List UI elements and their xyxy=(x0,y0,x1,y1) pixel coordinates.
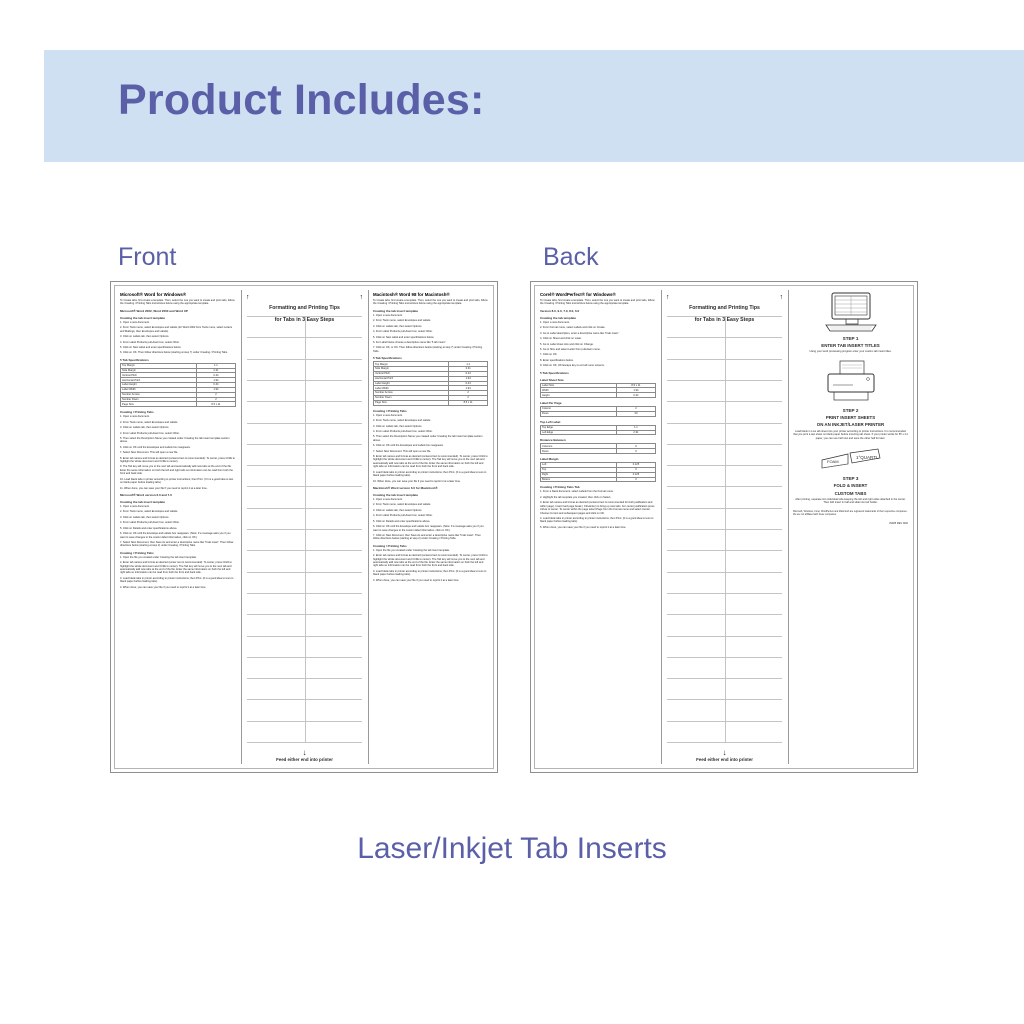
spec-label: Horizontal Pitch xyxy=(374,376,449,381)
front-left-section1-title: Microsoft® Word 2002, Word 2000 and Word XP xyxy=(120,308,188,313)
instruction-step: 3. Click on Labels tab, then select Options. xyxy=(373,424,423,428)
spec-label: Top Edge xyxy=(541,425,617,430)
spec-table xyxy=(540,406,656,417)
tab-line xyxy=(247,614,362,615)
instruction-step: 4. From Label Products pull-down box, select Other. xyxy=(373,330,433,334)
spec-label: Width xyxy=(541,388,617,393)
back-center-arrows xyxy=(666,294,783,301)
instruction-step: 9. Click on OK, OK Escape key to exit all menu screens. xyxy=(540,364,605,368)
instruction-step: 3. Click on Labels tab, then select Options. xyxy=(120,426,170,430)
instruction-step: 5. Then select the Description Name you created under Creating the tab insert template section above. xyxy=(120,436,230,444)
instruction-step: 7. Click on OK. xyxy=(540,353,558,357)
instruction-step: 7. Select New Document, then Save As and enter a descriptive name like '5 tab insert'. Then follow directions below (starting at step 2) under Creating / Printing Tabs. xyxy=(120,540,234,548)
back-left-section2-sub: Creating / Printing Tabs Tab xyxy=(540,485,580,490)
front-feed-note xyxy=(241,749,368,762)
instruction-step: 10. Load blank tabs in printer according to printer instructions; then Print. (If it is a good idea to test on blank paper before loading tabs). xyxy=(120,477,234,485)
instruction-step: 1. Open a new document. xyxy=(120,415,150,419)
instruction-step: 2. From Tools menu, select Envelopes and Labels. xyxy=(373,419,432,423)
spec-label: Top xyxy=(541,467,617,472)
tab-line xyxy=(667,529,782,530)
front-left-steps1 xyxy=(120,321,236,355)
instruction-step: 1. Open a new document. xyxy=(373,498,403,501)
spec-value: 1.94 xyxy=(449,386,488,391)
instruction-step: 4. From Label Products pull-down box, select Other. xyxy=(120,340,180,344)
tab-line xyxy=(667,401,782,402)
back-left-intro: To Create tabs, first create a template. Then, select the one you want to create and print tabs, follow the Creating / Printing Tabs instructions below using the appropriate template. xyxy=(540,299,655,306)
tab-line xyxy=(667,678,782,679)
tab-line xyxy=(247,465,362,466)
spec-label: Left Edge xyxy=(541,430,617,435)
printer-illustration xyxy=(820,360,882,404)
front-left-section4-sub: Creating / Printing Tabs xyxy=(120,550,154,555)
spec-value: 0.44 xyxy=(449,371,488,376)
spec-row xyxy=(541,430,656,435)
instruction-step: 5. Click on Details and enter specifications above. xyxy=(120,526,178,530)
spec-label: Left xyxy=(541,463,617,468)
spec-row xyxy=(541,477,656,482)
spec-value: 1.1 xyxy=(196,363,235,368)
tab-line xyxy=(247,401,362,402)
tab-line xyxy=(667,465,782,466)
spec-label: Vertical Pitch xyxy=(374,371,449,376)
instruction-step: 4. From Label Products pull-down box, select Other. xyxy=(373,514,433,518)
tab-line xyxy=(247,337,362,338)
back-center-title-1: Formatting and Printing Tips xyxy=(689,305,760,311)
spec-value: 2 xyxy=(449,396,488,401)
back-step2-title-1: PRINT INSERT SHEETS xyxy=(825,414,876,420)
instruction-step: 2. From Tools menu, select Envelopes and Labels. xyxy=(120,510,179,514)
front-left-section3-sub: Creating the tab insert template xyxy=(120,500,166,504)
spec-value: 8.5 x 11 xyxy=(196,402,235,407)
instruction-step: 6. Click on OK until the Envelope and Labels box reappears. (Note: If a message asks you if you want to save changes to the custom label information, click on OK.) xyxy=(120,532,231,539)
spec-value: 0.44 xyxy=(616,393,655,398)
tab-line xyxy=(247,657,362,658)
back-center-title-2: for Tabs in 3 Easy Steps xyxy=(694,316,755,323)
instruction-step: 2. From Tools menu, select Envelopes and Labels (for Word 2002 from Tools menu, select Letters and Mailings, then Envelopes and Labels). xyxy=(120,326,233,333)
spec-label: Page Size xyxy=(374,400,449,405)
tab-line xyxy=(247,699,362,700)
tab-line xyxy=(667,593,782,594)
instruction-step: 6. Click on OK until the Envelopes and Labels box reappears. xyxy=(373,444,444,448)
front-right-steps3 xyxy=(373,498,488,541)
front-right-column xyxy=(368,286,493,768)
spec-label: Number Down xyxy=(374,396,449,401)
spec-label: Columns xyxy=(541,444,617,449)
instruction-step: 3. Click on Labels tab, then select Options. xyxy=(120,335,170,339)
spec-value: 2.31 xyxy=(616,430,655,435)
back-left-steps2 xyxy=(540,490,656,529)
tab-line xyxy=(247,359,362,360)
front-feed-text: Feed either end into printer xyxy=(276,757,333,762)
front-insert-sheet xyxy=(110,281,498,773)
instruction-step: 3. Enter tab names and format as desired (centered text is recommended for both justification and within page). Insert hard page break ( Ctrl+Enter) to bring up new tabs. For center justification press Ctrl+E to center. To center within the page select Page from the Format menu and select Center. Choose Current and subsequent pages and click on OK. xyxy=(540,501,655,515)
spec-row xyxy=(541,393,656,398)
front-center-column xyxy=(241,286,368,768)
instruction-step: 6. Go to Size and select Letter from pull-down menu. xyxy=(540,347,601,351)
spec-label: Horizontal Pitch xyxy=(121,378,197,383)
instruction-step: 5. Then select the Description Name you created under Creating the tab insert template section above. xyxy=(373,435,483,442)
spec-value: 0 xyxy=(616,444,655,449)
tab-line xyxy=(667,337,782,338)
back-left-heading: Corel® WordPerfect® for Windows® xyxy=(540,292,616,297)
front-sheet-border xyxy=(114,285,494,769)
instruction-step: 1. Open the file you created under Creating the tab insert template. xyxy=(373,548,450,552)
front-right-spec-table xyxy=(373,361,488,405)
instruction-step: 1. From a blank document, select Labels from the Format menu. xyxy=(540,490,614,494)
spec-value: 1.94 xyxy=(196,378,235,383)
instruction-step: 7. Select New Document. This will open a new file. xyxy=(373,449,432,453)
instruction-step: 9. The Tab key will move you to the next tab and automatically add new tabs at the end of the file. Enter the same information on both the left and right tabs so information can be read from both the front and back side. xyxy=(120,465,233,476)
tab-line xyxy=(247,529,362,530)
back-step3-body: After printing, separate into individual tabs keeping the left and right sides attached in the center. Then fold insert in half and slide into tab holder. xyxy=(795,497,906,505)
front-right-section1-sub: Creating the tab insert template xyxy=(373,308,419,313)
arrow-down-icon: ↓ xyxy=(302,748,307,757)
computer-monitor-illustration xyxy=(820,292,882,332)
instruction-step: 7. Click on OK, or OK. Then follow directions below (starting at step 7) under Creating / Printing Tabs. xyxy=(373,346,483,353)
back-left-section1-title: Version 8.0, 9.0, 7.0, 8.0, 6.0 xyxy=(540,308,580,313)
back-label: Back xyxy=(543,243,599,271)
front-right-section3-sub: Creating the tab insert template xyxy=(373,493,419,497)
instruction-step: 1. Open a new document. xyxy=(373,313,403,317)
front-left-spec-title: 5 Tab Specifications xyxy=(120,357,149,362)
instruction-step: 1. Open a new document. xyxy=(540,320,570,324)
tab-line xyxy=(667,614,782,615)
instruction-step: 5. Click on Details and enter specifications above. xyxy=(373,519,431,523)
spec-group-title: Label Margin xyxy=(540,457,559,462)
back-left-column xyxy=(535,286,661,768)
instruction-step: 5. Click on New Label and enter specifications below. xyxy=(120,345,182,349)
arrow-down-icon: ↓ xyxy=(722,748,727,757)
front-right-spec-title: 5 Tab Specifications xyxy=(373,356,402,361)
spec-label: Label Width xyxy=(374,386,449,391)
tab-line xyxy=(667,486,782,487)
tab-line xyxy=(667,316,782,317)
spec-value: 1.94 xyxy=(616,388,655,393)
tab-folding-illustration xyxy=(818,446,884,472)
instruction-step: 5. Click on New Label and enter specifications below. xyxy=(373,335,435,339)
spec-value: 0.125 xyxy=(616,463,655,468)
front-right-heading: Macintosh® Word 98 for Macintosh® xyxy=(373,292,450,297)
tab-line xyxy=(667,444,782,445)
tab-line xyxy=(247,550,362,551)
front-right-intro: To Create tabs, first create a template. Then, select the one you want to create and print tabs, follow the Creating / Printing Tabs instructions below using the appropriate template. xyxy=(373,299,488,306)
spec-value: 0.125 xyxy=(616,472,655,477)
tab-line xyxy=(247,742,362,743)
spec-label: Number Down xyxy=(121,397,197,402)
front-center-arrows xyxy=(246,294,363,301)
instruction-step: 2. From Tools menu, select Envelopes and Labels. xyxy=(373,503,432,507)
back-step2-title-2: ON AN INKJET/LASER PRINTER xyxy=(816,422,885,428)
front-center-title-2: for Tabs in 3 Easy Steps xyxy=(274,316,335,323)
tab-line xyxy=(247,486,362,487)
front-right-steps4 xyxy=(373,549,488,582)
spec-label: Page Size xyxy=(121,402,197,407)
spec-value: 8.5 x 11 xyxy=(616,383,655,388)
back-feed-note xyxy=(661,749,788,762)
spec-label: Side Margin xyxy=(121,368,197,373)
instruction-step: 3. Click on Labels tab, then select Options. xyxy=(373,324,423,328)
instruction-step: 8. Enter tab names and format as desired (centered text is recommended). To center, press Ctrl/A to highlight the whole document and Ctrl/E to center). The Tab key will move you to the next tab and automatically add new tabs at the end of the file. Enter the same information on both the left and right tabs so information can be read from both the front and back side. xyxy=(373,455,488,469)
instruction-step: 3. Load blank tabs in printer according to printer instructions; then Print. (It is a good idea to test on blank paper before loading tabs). xyxy=(120,576,234,584)
back-step3-title-2: CUSTOM TABS xyxy=(834,490,867,496)
instruction-step: 4. Load blank tabs in printer according to printer instructions; then Print. (It is a good idea to test on blank paper before loading tabs). xyxy=(540,516,654,524)
svg-text:FOAM: FOAM xyxy=(826,459,839,465)
instruction-step: 6. Click on OK until the Envelope and Labels box reappears. (Note: If a message asks you if you want to save changes to the custom label information, click on OK.) xyxy=(373,525,484,532)
spec-label: Label Size xyxy=(541,383,617,388)
spec-value: 0.44 xyxy=(196,383,235,388)
tab-line xyxy=(247,508,362,509)
spec-group-title: Label Per Page xyxy=(540,401,562,406)
spec-value: 0 xyxy=(616,449,655,454)
tab-line xyxy=(247,316,362,317)
instruction-step: 3. Click on Labels tab, then select Options. xyxy=(373,508,423,512)
instruction-step: 4. From Label Products pull-down box, select Other. xyxy=(120,431,180,435)
instruction-step: 9. Load blank tabs in printer according to printer instructions; then Print. (It is a good idea to test on blank paper before loading tabs). xyxy=(373,470,487,478)
spec-label: Top Margin xyxy=(374,362,449,367)
front-left-steps3 xyxy=(120,505,236,548)
tab-line xyxy=(667,721,782,722)
back-step1-title: ENTER TAB INSERT TITLES xyxy=(821,343,880,348)
instruction-step: 1. Open a new document. xyxy=(120,320,150,324)
tab-line xyxy=(247,423,362,424)
front-label: Front xyxy=(118,243,177,271)
back-right-column xyxy=(788,286,913,768)
tab-line xyxy=(667,572,782,573)
back-left-section1-sub: Creating the tab template xyxy=(540,315,577,320)
back-step2-body: Load blank C-Line tab sheet into your printer according to printer instructions. It is recommended that you print a test sheet on blank paper before inserting tab sheet. If your printer works for 8½ x 11 paper, you can use half now and save the other half for later. xyxy=(793,429,908,440)
tab-line xyxy=(247,593,362,594)
front-left-heading: Microsoft® Word for Windows® xyxy=(120,292,187,297)
instruction-step: 5. When done, you can save your file if you need to reprint it at a later time. xyxy=(540,525,627,529)
tab-line xyxy=(667,742,782,743)
spec-label: Label Height xyxy=(121,383,197,388)
back-left-spec-groups xyxy=(540,378,656,483)
spec-label: Right xyxy=(541,472,617,477)
back-tab-grid xyxy=(661,316,788,742)
spec-value: 8.5 x 11 xyxy=(449,400,488,405)
tab-line xyxy=(667,423,782,424)
spec-label: Rows xyxy=(541,449,617,454)
spec-value: 0.44 xyxy=(196,373,235,378)
front-right-section4-sub: Creating / Printing Tabs xyxy=(373,543,407,548)
front-right-steps2 xyxy=(373,414,488,483)
back-doc-code: IN005 REV 9/02 xyxy=(889,521,908,525)
back-feed-text: Feed either end into printer xyxy=(696,757,753,762)
spec-table xyxy=(540,462,656,482)
front-center-title-1: Formatting and Printing Tips xyxy=(269,305,340,311)
tab-line xyxy=(247,678,362,679)
instruction-step: 8. Enter tab names and format as desired (centered text is recommended). To center, press Ctrl/E to highlight the whole document and Ctrl/E to center). xyxy=(120,456,235,464)
front-left-steps4 xyxy=(120,556,236,589)
back-left-spec-title: 5 Tab Specifications xyxy=(540,370,569,375)
spec-label: Column xyxy=(541,407,617,412)
instruction-step: 2. Enter tab names and format as desired (center text is recommended). To center, press Ctrl/A to highlight the whole document and Ctrl/E to center). The Tab key will move you to the next tab and automatically add new tabs at the end of the file. Enter the same information on both the left and right tabs so information can be read from both the front and back side. xyxy=(120,561,232,575)
back-step1-label: STEP 1 xyxy=(842,336,859,341)
svg-text:1°QUARTL: 1°QUARTL xyxy=(855,455,878,461)
instruction-step: 6. For Label Name choose a descriptive name like '5 tab insert.' xyxy=(373,340,446,344)
arrow-up-right-icon: ↑ xyxy=(359,294,363,301)
instruction-step: 3. Click on Labels tab, then select Options. xyxy=(120,515,170,519)
instruction-step: 2. From Tools menu, select Envelopes and Labels. xyxy=(373,319,432,323)
instruction-step: 4. When done, you can save your file if you need to reprint it at a later time. xyxy=(373,578,460,582)
front-right-steps1 xyxy=(373,314,488,353)
tab-line xyxy=(667,636,782,637)
spec-group-title: Distance Between xyxy=(540,438,566,443)
front-left-spec-table xyxy=(120,363,236,407)
back-step1-body: Using your word processing program enter your custom tab insert titles. xyxy=(809,350,892,354)
tab-line xyxy=(667,508,782,509)
front-left-section1-sub: Creating the tab insert template xyxy=(120,315,166,320)
spec-row xyxy=(374,400,488,405)
spec-label: Side Margin xyxy=(374,367,449,372)
back-step3-title-1: FOLD & INSERT xyxy=(833,483,868,489)
tab-line xyxy=(667,657,782,658)
spec-value: 2 xyxy=(196,397,235,402)
tab-line xyxy=(667,550,782,551)
front-left-column xyxy=(115,286,241,768)
spec-table xyxy=(540,383,656,398)
spec-label: Top Margin xyxy=(121,363,197,368)
back-center-column xyxy=(661,286,788,768)
arrow-up-right-icon: ↑ xyxy=(779,294,783,301)
tab-line xyxy=(247,572,362,573)
spec-label: Bottom xyxy=(541,477,617,482)
spec-label: Number Across xyxy=(374,391,449,396)
product-name: Laser/Inkjet Tab Inserts xyxy=(357,832,667,865)
front-left-section2-sub: Creating / Printing Tabs xyxy=(120,410,154,415)
instruction-step: 6. Click on OK until the Envelopes and Labels box reappears. xyxy=(120,445,191,449)
instruction-step: 1. Open a new document. xyxy=(120,505,150,508)
spec-label: Rows xyxy=(541,411,617,416)
spec-value: 2 xyxy=(196,392,235,397)
spec-label: Label Height xyxy=(374,381,449,386)
spec-value: 1.1 xyxy=(616,425,655,430)
tab-line xyxy=(247,380,362,381)
spec-value: 0 xyxy=(616,477,655,482)
tab-line xyxy=(247,636,362,637)
tab-line xyxy=(247,721,362,722)
front-left-section3-title: Microsoft® Word version 6.0 and 7.0 xyxy=(120,493,172,497)
back-trademark-note: Microsoft, Windows, Corel, WordPerfect and Macintosh are registered trademarks of their respective companies. We are not affiliated with these companies. xyxy=(793,510,908,516)
spec-value: 2 xyxy=(449,391,488,396)
front-right-section2-sub: Creating / Printing Tabs xyxy=(373,408,407,413)
tab-line xyxy=(247,444,362,445)
back-left-steps1 xyxy=(540,321,656,368)
spec-label: Label Width xyxy=(121,387,197,392)
spec-value: 1.1 xyxy=(449,362,488,367)
spec-label: Number Across xyxy=(121,392,197,397)
instruction-step: 4. Click on Sheet and click on Laser. xyxy=(540,337,582,341)
spec-value: 1.94 xyxy=(196,387,235,392)
spec-value: 2 xyxy=(616,407,655,412)
instruction-step: 8. Enter specifications below. xyxy=(540,358,574,362)
instruction-step: 4. When done, you can save your file if you need to reprint it at a later time. xyxy=(120,585,207,589)
tab-line xyxy=(667,359,782,360)
spec-label: Height xyxy=(541,393,617,398)
spec-value: 2.31 xyxy=(196,368,235,373)
front-left-steps2 xyxy=(120,415,236,490)
instruction-step: 4. From Label Products pull-down box, select Other. xyxy=(373,429,433,433)
instruction-step: 7. Click on New Document, then Save As and enter a descriptive name like '5 tab insert'. Then follow directions below (starting at step 2) under Creating / Printing Tabs. xyxy=(373,533,481,541)
front-tab-grid xyxy=(241,316,368,742)
back-insert-sheet xyxy=(530,281,918,773)
front-left-intro: To Create tabs, first create a template. Then, select the one you want to create and print tabs, follow the Creating / Printing Tabs instructions below using the appropriate template. xyxy=(120,299,235,306)
spec-row xyxy=(541,411,656,416)
instruction-step: 10. When done, you can save your file if you need to reprint it at a later time. xyxy=(373,479,461,483)
spec-value: 0.44 xyxy=(449,381,488,386)
instruction-step: 4. From Label Products pull-down box, select Other. xyxy=(120,521,180,525)
instruction-step: 2. From Format menu, select Labels and click on Create. xyxy=(540,326,606,330)
arrow-up-left-icon: ↑ xyxy=(246,294,250,301)
spec-row xyxy=(541,449,656,454)
back-step3-label: STEP 3 xyxy=(842,476,859,482)
instruction-step: 1. Open the file you created under Creating the tab insert template. xyxy=(120,555,197,559)
instruction-step: 2. Highlight the tab template you created, then click on Select. xyxy=(540,495,612,499)
spec-table xyxy=(540,443,656,454)
instruction-step: 5. Go to Label sheet size and click on Change. xyxy=(540,342,594,346)
spec-value: 0 xyxy=(616,467,655,472)
instruction-step: 3. Load blank tabs in printer according to printer instructions; then Print. (It is a good idea to test on blank paper before loading tabs). xyxy=(373,569,487,577)
instruction-step: 2. From Tools menu, select Envelopes and Labels. xyxy=(120,420,179,424)
spec-group-title: Label Sheet Size xyxy=(540,377,564,382)
tab-line xyxy=(667,380,782,381)
tab-line xyxy=(667,699,782,700)
instruction-step: 2. Enter tab names and format as desired (centered text is recommended). To center, press Ctrl/A to highlight the whole document and Ctrl/E to center). The Tab key will move you to the next tab and automatically add new tabs at the end of the file. Enter the same information on both the left and right tabs so information can be read from both the front and back side. xyxy=(373,554,488,568)
spec-row xyxy=(121,402,236,407)
spec-group-title: Top Left Label xyxy=(540,419,561,424)
instruction-step: 1. Open a new document. xyxy=(373,413,403,417)
spec-table xyxy=(540,425,656,436)
spec-value: 20 xyxy=(616,411,655,416)
spec-value: 1.94 xyxy=(449,376,488,381)
instruction-step: 6. Click on OK. Then follow directions below (starting at step 7) under Creating / Printing Tabs. xyxy=(120,351,228,355)
back-step2-label: STEP 2 xyxy=(842,407,859,413)
spec-value: 2.31 xyxy=(449,367,488,372)
front-right-section3-title: Macintosh® Word version 6.0 for Macintosh® xyxy=(373,486,438,490)
arrow-up-left-icon: ↑ xyxy=(666,294,670,301)
instruction-step: 11. When done, you can save your file if you need to reprint it at a later time. xyxy=(120,486,208,490)
instruction-step: 3. Go to Label description, enter a descriptive name like '5 tab insert.' xyxy=(540,331,620,335)
page-title: Product Includes: xyxy=(118,76,485,124)
spec-label: Vertical Pitch xyxy=(121,373,197,378)
back-sheet-border xyxy=(534,285,914,769)
instruction-step: 7. Select New Document. This will open a new file. xyxy=(120,451,179,455)
